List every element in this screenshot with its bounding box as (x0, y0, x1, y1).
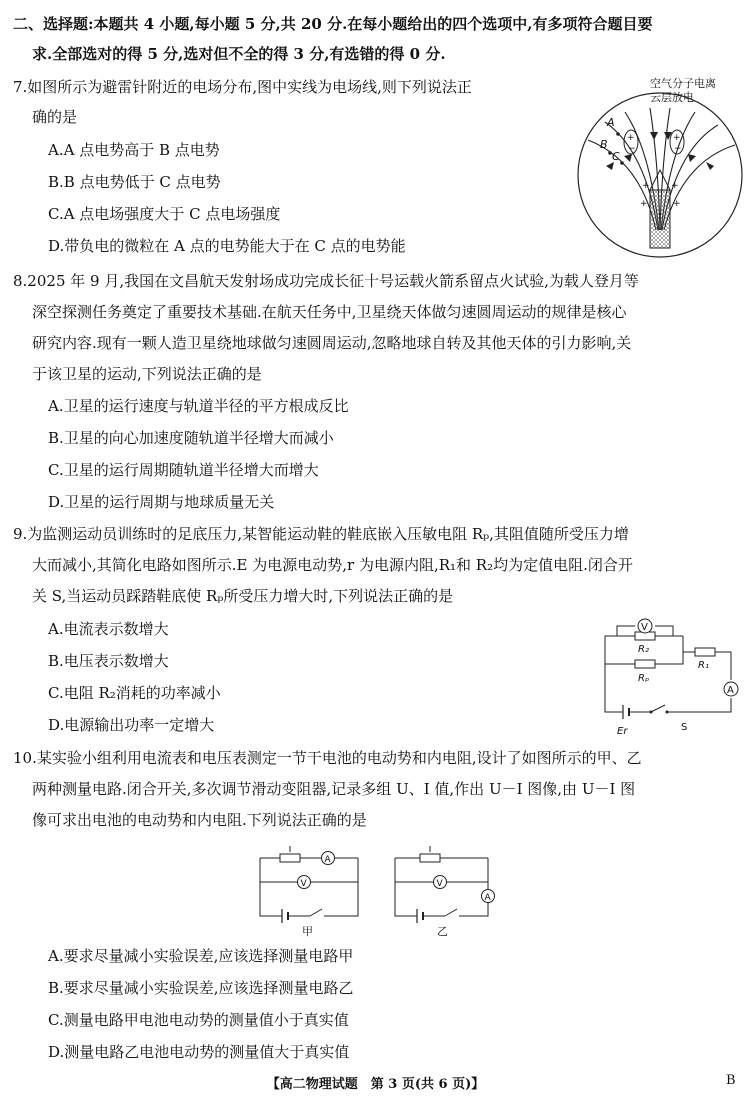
point-c (620, 161, 624, 165)
q10-option-a: A.要求尽量减小实验误差,应该选择测量电路甲 (48, 947, 354, 965)
wire (617, 626, 635, 636)
wire (260, 858, 282, 916)
wire (683, 698, 731, 712)
point-b (608, 151, 612, 155)
q7-stem-line-2: 确的是 (32, 108, 78, 126)
wire (459, 902, 488, 916)
section-heading-line-1: 二、选择题:本题共 4 小题,每小题 5 分,共 20 分.在每小题给出的四个选项中,有多项符合题目要 (13, 15, 653, 33)
q9-stem-line-3: 关 S,当运动员踩踏鞋底使 Rₚ所受压力增大时,下列说法正确的是 (32, 587, 454, 605)
q8-stem-line-4: 于该卫星的运动,下列说法正确的是 (32, 365, 262, 383)
point-a-label: A (607, 116, 615, 129)
figure-caption-ionization: 空气分子电离 (650, 77, 716, 90)
field-arrow (624, 154, 632, 162)
q7-option-a: A.A 点电势高于 B 点电势 (48, 141, 220, 159)
voltmeter-label: V (436, 879, 443, 889)
q9-option-a: A.电流表示数增大 (48, 620, 169, 638)
wire (655, 652, 683, 664)
minus-sign: − (628, 144, 636, 154)
switch-contact (650, 711, 653, 714)
q8-option-b: B.卫星的向心加速度随轨道半径增大而减小 (48, 429, 334, 447)
rheostat (280, 854, 300, 862)
q9-option-b: B.电压表示数增大 (48, 652, 169, 670)
switch (445, 909, 457, 916)
wire (605, 652, 635, 664)
field-arrow (606, 162, 614, 170)
wire (324, 858, 358, 916)
rod-charge-plus: + (642, 181, 650, 191)
wire (715, 652, 731, 680)
field-arrow (650, 132, 658, 140)
q10-stem-line-1: 10.某实验小组利用电流表和电压表测定一节干电池的电动势和内电阻,设计了如图所示的甲、乙 (13, 749, 642, 767)
field-arrow (688, 154, 696, 162)
switch-s (651, 705, 665, 712)
wire (655, 626, 673, 636)
section-heading-line-2: 求.全部选对的得 5 分,选对但不全的得 3 分,有选错的得 0 分. (32, 45, 446, 63)
q10-stem-line-2: 两种测量电路.闭合开关,多次调节滑动变阻器,记录多组 U、I 值,作出 U－I 图像,由 U－I 图 (32, 780, 636, 798)
lightning-rod-field-figure (570, 70, 750, 260)
q9-option-d: D.电源输出功率一定增大 (48, 716, 215, 734)
wire (605, 664, 623, 712)
r1-label: R₁ (698, 660, 709, 671)
circuit-yi-label: 乙 (437, 925, 448, 938)
footer-page-info: 【高二物理试题 第 3 页(共 6 页)】 (266, 1077, 485, 1092)
q8-stem-line-2: 深空探测任务奠定了重要技术基础.在航天任务中,卫星绕天体做匀速圆周运动的规律是核心 (32, 303, 627, 321)
q10-option-b: B.要求尽量减小实验误差,应该选择测量电路乙 (48, 979, 354, 997)
q8-option-a: A.卫星的运行速度与轨道半径的平方根成反比 (48, 397, 349, 415)
q8-option-d: D.卫星的运行周期与地球质量无关 (48, 493, 275, 511)
switch (310, 909, 322, 916)
ammeter-label: A (484, 893, 491, 903)
lightning-rod-body (650, 190, 670, 248)
q7-option-d: D.带负电的微粒在 A 点的电势能大于在 C 点的电势能 (48, 237, 406, 255)
q8-stem-line-1: 8.2025 年 9 月,我国在文昌航天发射场成功完成长征十号运载火箭系留点火试验,为载人登月等 (13, 272, 639, 290)
q7-stem-line-1: 7.如图所示为避雷针附近的电场分布,图中实线为电场线,则下列说法正 (13, 78, 472, 96)
resistor-rp (635, 660, 655, 668)
wire (683, 636, 695, 652)
ammeter-label: A (727, 685, 734, 696)
q9-circuit-figure (595, 612, 745, 742)
q7-option-b: B.B 点电势低于 C 点电势 (48, 173, 221, 191)
r2-label: R₂ (638, 644, 649, 655)
voltmeter-label: V (300, 879, 307, 889)
circuit-jia-label: 甲 (302, 925, 313, 938)
q9-stem-line-1: 9.为监测运动员训练时的足底压力,某智能运动鞋的鞋底嵌入压敏电阻 Rₚ,其阻值随所受压力增 (13, 525, 629, 543)
rod-charge-plus: + (673, 199, 681, 209)
rod-charge-plus: + (671, 181, 679, 191)
rp-label: Rₚ (638, 673, 650, 684)
plus-sign: + (627, 133, 635, 143)
ammeter-label: A (324, 855, 331, 865)
q8-stem-line-3: 研究内容.现有一颗人造卫星绕地球做匀速圆周运动,忽略地球自转及其他天体的引力影响,关 (32, 334, 632, 352)
point-c-label: C (612, 150, 620, 163)
voltmeter-label: V (641, 622, 648, 633)
q10-option-c: C.测量电路甲电池电动势的测量值小于真实值 (48, 1011, 349, 1029)
q10-circuits-figure (250, 838, 510, 938)
q8-option-c: C.卫星的运行周期随轨道半径增大而增大 (48, 461, 319, 479)
q10-option-d: D.测量电路乙电池电动势的测量值大于真实值 (48, 1043, 350, 1061)
footer-version-label: B (726, 1073, 736, 1088)
resistor-r1 (695, 648, 715, 656)
point-b-label: B (600, 138, 608, 151)
switch-label: S (681, 722, 688, 733)
figure-caption-cloud-discharge: 云层放电 (650, 91, 694, 104)
q7-option-c: C.A 点电场强度大于 C 点电场强度 (48, 205, 281, 223)
field-arrow (706, 162, 714, 170)
rheostat (420, 854, 440, 862)
wire (395, 858, 417, 916)
q9-option-c: C.电阻 R₂消耗的功率减小 (48, 684, 221, 702)
point-a (616, 132, 620, 136)
minus-sign: − (674, 144, 682, 154)
q9-stem-line-2: 大而减小,其简化电路如图所示.E 为电源电动势,r 为电源内阻,R₁和 R₂均为定值电阻.闭合开 (32, 556, 633, 574)
rod-charge-plus: + (640, 199, 648, 209)
er-label: Er (617, 726, 628, 737)
switch-contact (666, 711, 669, 714)
plus-sign: + (673, 133, 681, 143)
wire (605, 636, 635, 652)
lightning-rod-tip (650, 170, 670, 190)
q10-stem-line-3: 像可求出电池的电动势和内电阻.下列说法正确的是 (32, 811, 367, 829)
